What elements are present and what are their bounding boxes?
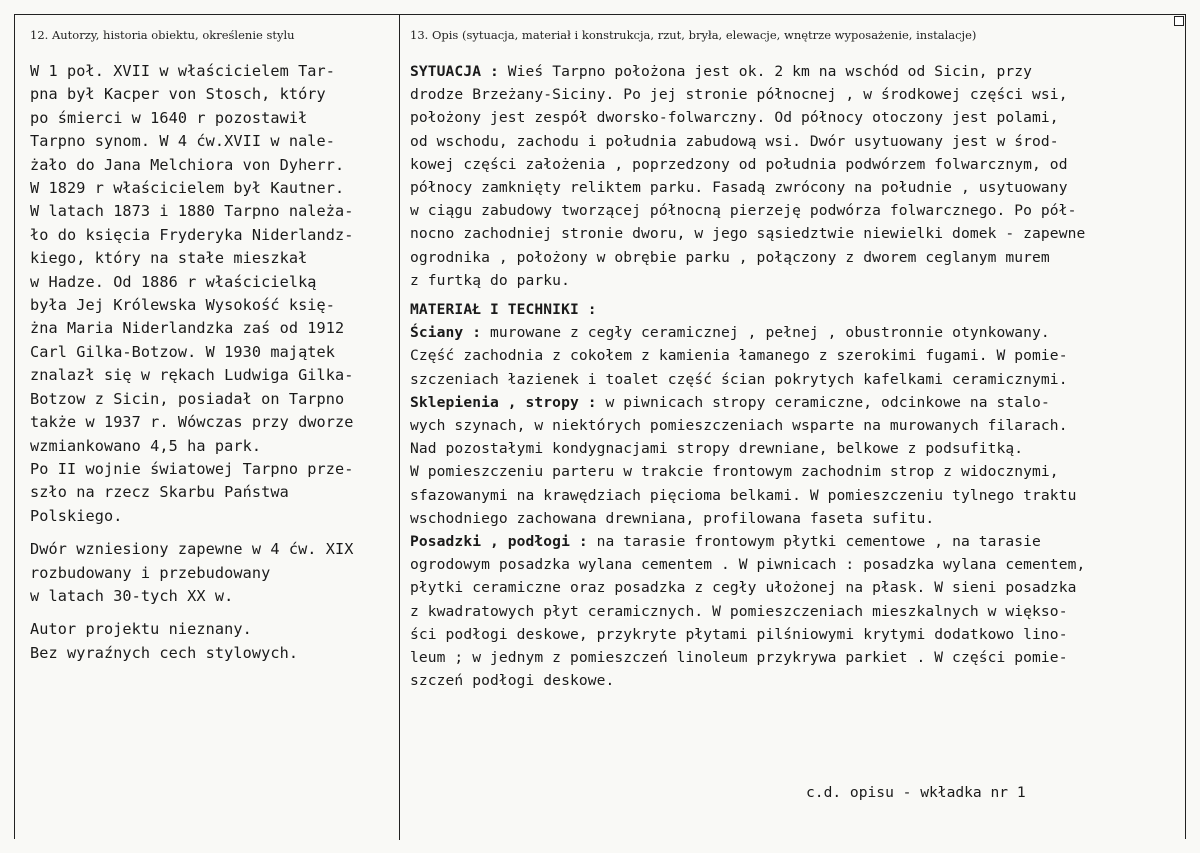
text-line: ło do księcia Fryderyka Niderlandz- [30, 225, 354, 244]
text-line: sfazowanymi na krawędziach pięcioma belkami. W pomieszczeniu tylnego traktu [410, 486, 1077, 504]
text-line: kowej części założenia , poprzedzony od południa podwórzem folwarcznym, od [410, 155, 1068, 173]
situation-label: SYTUACJA : [410, 63, 499, 80]
vaults-label: Sklepienia , stropy : [410, 393, 597, 411]
section-text: na tarasie frontowym płytki cementowe , na tarasie [596, 533, 1041, 551]
text-line: w ciągu zabudowy tworzącej północną pierzeję podwórza folwarcznego. Po pół- [410, 202, 1077, 220]
left-border [14, 14, 15, 839]
text-line: W latach 1873 i 1880 Tarpno należa- [30, 202, 354, 221]
text-line: płytki ceramiczne oraz posadzka z cegły ułożonej na płask. W sieni posadzka [410, 579, 1077, 597]
text-line: była Jej Królewska Wysokość księ- [30, 296, 336, 315]
top-border [14, 14, 1186, 15]
author-paragraph [30, 618, 395, 665]
text-line: kiego, który na stałe mieszkał [30, 249, 308, 268]
history-paragraph [30, 60, 395, 528]
text-line: wych szynach, w niektórych pomieszczeniach wsparte na murowanych filarach. [410, 417, 1068, 435]
text-line: drodze Brzeżany-Siciny. Po jej stronie północnej , w środkowej części wsi, [410, 86, 1068, 104]
text-line: po śmierci w 1640 r pozostawił [30, 108, 308, 127]
text-line: ogrodnika , położony w obrębie parku , połączony z dworem ceglanym murem [410, 248, 1050, 266]
walls-section [410, 321, 1185, 391]
text-line: w latach 30-tych XX w. [30, 586, 234, 605]
text-line: żna Maria Niderlandzka zaś od 1912 [30, 319, 345, 338]
text-line: nocno zachodniej stronie dworu, w jego sąsiedztwie niewielki domek - zapewne [410, 225, 1086, 243]
text-line: Polskiego. [30, 506, 123, 525]
text-line: szczeń podłogi deskowe. [410, 672, 615, 690]
text-line: Autor projektu nieznany. [30, 620, 252, 639]
text-line: Tarpno synom. W 4 ćw.XVII w nale- [30, 132, 336, 151]
text-line: W 1 poł. XVII w właścicielem Tar- [30, 62, 336, 80]
header-description: 13. Opis (sytuacja, materiał i konstrukcja, rzut, bryła, elewacje, wnętrze wyposażenie, instalacje) [410, 28, 977, 42]
text-line: pna był Kacper von Stosch, który [30, 85, 326, 104]
floors-label: Posadzki , podłogi : [410, 533, 588, 551]
section-text: Wieś Tarpno położona jest ok. 2 km na wschód od Sicin, przy [507, 63, 1033, 80]
text-line [410, 60, 1185, 83]
text-line: Dwór wzniesiony zapewne w 4 ćw. XIX [30, 540, 354, 559]
description-column [410, 60, 1185, 692]
text-line: ogrodowym posadzka wylana cementem . W piwnicach : posadzka wylana cementem, [410, 556, 1086, 574]
text-line [410, 391, 1185, 414]
text-line: także w 1937 r. Wówczas przy dworze [30, 413, 354, 432]
situation-section [410, 60, 1185, 292]
text-line [410, 530, 1185, 553]
text-line: rozbudowany i przebudowany [30, 563, 271, 582]
history-column [30, 60, 395, 665]
header-authors-history: 12. Autorzy, historia obiektu, określenie stylu [30, 28, 295, 42]
text-line: Botzow z Sicin, posiadał on Tarpno [30, 389, 345, 408]
text-line: Część zachodnia z cokołem z kamienia łamanego z szerokimi fugami. W pomie- [410, 347, 1068, 365]
floors-section [410, 530, 1185, 692]
text-line: wschodniego zachowana drewniana, profilowana faseta sufitu. [410, 509, 935, 527]
dating-paragraph [30, 538, 395, 608]
text-line: wzmiankowano 4,5 ha park. [30, 436, 262, 455]
section-text: w piwnicach stropy ceramiczne, odcinkowe na stalo- [605, 393, 1050, 411]
section-text: murowane z cegły ceramicznej , pełnej , obustronnie otynkowany. [489, 324, 1050, 342]
text-line: Bez wyraźnych cech stylowych. [30, 643, 299, 662]
text-line: Po II wojnie światowej Tarpno prze- [30, 459, 354, 478]
text-line: szczeniach łazienek i toalet część ścian pokrytych kafelkami ceramicznymi. [410, 370, 1068, 388]
text-line: z furtką do parku. [410, 271, 570, 289]
column-divider [399, 14, 400, 840]
right-border [1185, 14, 1186, 839]
text-line: W 1829 r właścicielem był Kautner. [30, 179, 345, 198]
text-line: Nad pozostałymi kondygnacjami stropy drewniane, belkowe z podsufitką. [410, 440, 1024, 458]
text-line: w Hadze. Od 1886 r właścicielką [30, 272, 317, 291]
walls-label: Ściany : [410, 324, 482, 342]
text-line [410, 321, 1185, 344]
text-line: położony jest zespół dworsko-folwarczny. Od północy otoczony jest polami, [410, 109, 1059, 127]
text-line: szło na rzecz Skarbu Państwa [30, 483, 289, 502]
text-line: od wschodu, zachodu i południa zabudową wsi. Dwór usytuowany jest w środ- [410, 132, 1059, 150]
vaults-section [410, 391, 1185, 530]
text-line: z kwadratowych płyt ceramicznych. W pomieszczeniach mieszkalnych w więkso- [410, 602, 1068, 620]
text-line: żało do Jana Melchiora von Dyherr. [30, 155, 345, 174]
corner-checkbox [1174, 16, 1184, 26]
text-line: Carl Gilka-Botzow. W 1930 majątek [30, 342, 336, 361]
continuation-note: c.d. opisu - wkładka nr 1 [806, 784, 1026, 801]
text-line: znalazł się w rękach Ludwiga Gilka- [30, 366, 354, 385]
text-line: ści podłogi deskowe, przykryte płytami pilśniowymi krytymi dodatkowo lino- [410, 625, 1068, 643]
text-line: leum ; w jednym z pomieszczeń linoleum przykrywa parkiet . W części pomie- [410, 649, 1068, 667]
text-line: północy zamknięty reliktem parku. Fasadą zwrócony na południe , usytuowany [410, 179, 1068, 197]
materials-heading: MATERIAŁ I TECHNIKI : [410, 301, 597, 319]
text-line: W pomieszczeniu parteru w trakcie frontowym zachodnim strop z widocznymi, [410, 463, 1059, 481]
